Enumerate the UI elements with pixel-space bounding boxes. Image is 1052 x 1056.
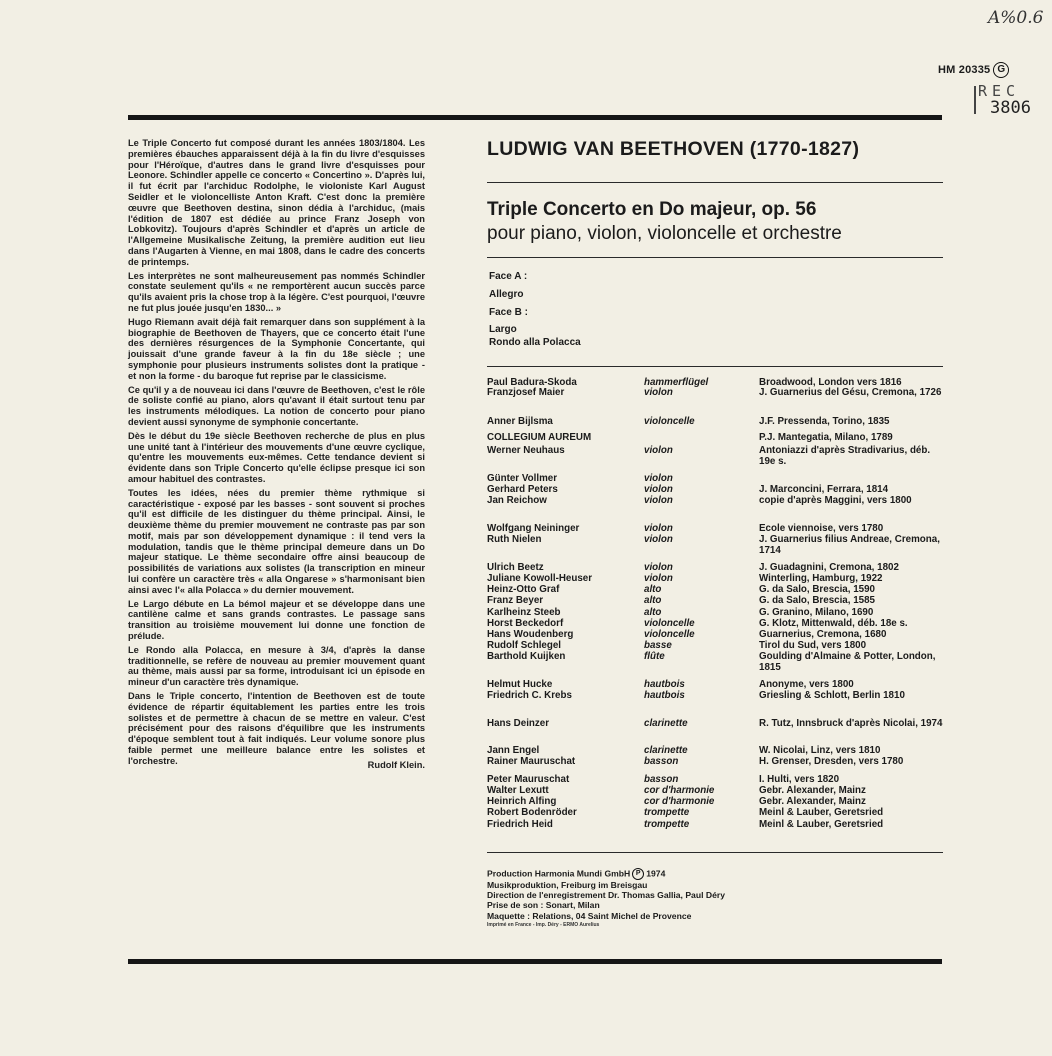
performer-name: Helmut Hucke <box>487 678 553 690</box>
performer-name: Jann Engel <box>487 745 540 757</box>
instrument-name: violon <box>644 445 673 457</box>
instrument-maker: Winterling, Hamburg, 1922 <box>759 572 883 584</box>
bottom-rule <box>128 959 942 964</box>
performer-name: Peter Mauruschat <box>487 773 570 785</box>
performer-name: Robert Bodenröder <box>487 807 577 819</box>
performer-name: Juliane Kowoll-Heuser <box>487 572 593 584</box>
instrument-maker: Ecole viennoise, vers 1780 <box>759 522 884 534</box>
instrument-maker: G. Klotz, Mittenwald, déb. 18e s. <box>759 617 908 629</box>
stamp-letters: REC <box>978 82 1021 100</box>
instrument-name: violoncelle <box>644 415 695 427</box>
instrument-maker: Goulding d'Almaine & Potter, London, 1815 <box>759 651 936 673</box>
instrument-maker: Griesling & Schlott, Berlin 1810 <box>759 690 905 702</box>
instrument-name: violon <box>644 534 673 546</box>
essay-paragraph: Le Triple Concerto fut composé durant les années 1803/1804. Les premières ébauches apparaissent déjà à la fin du livre d'esquisses pour l'Héroïque, d'autres dans le grand livre d'esquisses pour Leonore. Schindler appelle ce concerto « Concertino ». D'après lui, il fut écrit par l'archiduc Rodolphe, le violoniste Karl August Seidler et le violoncelliste Anton Kraft. C'est donc la première œuvre que Beethoven destina, sinon dédia à l'archiduc, (mais l'édition de 1807 est dédiée au prince Franz Joseph von Lobkovitz). Toujours d'après Schindler et d'après un article de l'Allgemeine Musikalische Zeitung, la première audition eut lieu dans l'Augarten à Vienne, en mai 1808, dans le cadre des concerts de printemps. <box>128 138 425 267</box>
production-company: Production Harmonia Mundi GmbH <box>487 868 631 879</box>
liner-notes-essay <box>128 138 425 773</box>
performer-name: Heinrich Alfing <box>487 796 557 808</box>
performer-name: COLLEGIUM AUREUM <box>487 432 592 444</box>
divider-composer <box>487 182 943 183</box>
divider-program <box>487 366 943 367</box>
essay-paragraph: Hugo Riemann avait déjà fait remarquer dans son supplément à la biographie de Beethoven de Thayers, que ce concerto était l'une des dernières résurgences de la Symphonie Concertante, qui jouissait d'une grande faveur à la fin du 18e siècle ; une symphonie pour plusieurs instruments solistes dont la pratique - et non la forme - du baroque fut reprise par le classicisme. <box>128 316 425 381</box>
instrument-maker: P.J. Mantegatia, Milano, 1789 <box>759 432 893 444</box>
instrument-name: violoncelle <box>644 617 695 629</box>
performer-name: Karlheinz Steeb <box>487 606 561 618</box>
instrument-name: hammerflügel <box>644 377 709 388</box>
performer-name: Rudolf Schlegel <box>487 640 562 652</box>
instrument-maker: Meinl & Lauber, Geretsried <box>759 818 884 830</box>
essay-paragraph: Dans le Triple concerto, l'intention de Beethoven est de toute évidence de répartir équitablement les parties entre les trois solistes et de permettre à chacun de se mettre en valeur. C'est précisément pour des raisons d'équilibre que les instruments d'époque semblent tout à fait indiqués. Leur volume sonore plus faible permet une meilleure balance entre les solistes et l'orchestre. <box>128 691 425 766</box>
instrument-name: clarinette <box>644 717 688 729</box>
face-b-movement: Rondo alla Polacca <box>489 337 581 348</box>
performer-name: Hans Woudenberg <box>487 628 574 640</box>
performer-name: Heinz-Otto Graf <box>487 584 560 596</box>
essay-paragraph: Ce qu'il y a de nouveau ici dans l'œuvre de Beethoven, c'est le rôle de soliste confié au piano, alors qu'avant il était surtout tenu par les instruments mélodiques. La notion de concerto pour piano devient aussi synonyme de symphonie concertante. <box>128 384 425 427</box>
credit-line: Maquette : Relations, 04 Saint Michel de Provence <box>487 910 692 921</box>
production-line <box>487 868 725 880</box>
catalog-number <box>938 62 1009 78</box>
performer-name: Friedrich Heid <box>487 818 553 830</box>
work-title: Triple Concerto en Do majeur, op. 56 <box>487 199 817 220</box>
instrument-maker: I. Hulti, vers 1820 <box>759 773 840 785</box>
performer-name: Horst Beckedorf <box>487 617 564 629</box>
credit-line: Musikproduktion, Freiburg im Breisgau <box>487 880 648 890</box>
instrument-name: flûte <box>644 651 665 663</box>
instrument-name: hautbois <box>644 690 685 702</box>
credit-line: Prise de son : Sonart, Milan <box>487 900 600 911</box>
performer-name: Walter Lexutt <box>487 785 549 796</box>
production-year: 1974 <box>646 868 666 879</box>
circle-g-icon: G <box>993 62 1009 78</box>
performer-name: Franz Beyer <box>487 595 544 607</box>
performer-name: Paul Badura-Skoda <box>487 377 577 388</box>
instrument-name: basson <box>644 756 679 768</box>
performer-name: Barthold Kuijken <box>487 651 566 663</box>
essay-paragraph: Les interprètes ne sont malheureusement pas nommés Schindler constate seulement qu'ils « ne remportèrent aucun succès parce qu'ils avaient pris la chose trop à la légère. C'est pourquoi, l'œuvre ne fut plus jouée jusqu'en 1830... » <box>128 270 425 313</box>
composer-heading: LUDWIG VAN BEETHOVEN (1770-1827) <box>487 138 860 160</box>
instrument-name: violon <box>644 472 673 484</box>
essay-paragraph: Le Rondo alla Polacca, en mesure à 3/4, d'après la danse traditionnelle, se refère de nouveau au premier mouvement quant au thème, mais aussi par sa forme, introduisant ici un épisode en mineur d'un caractère très dynamique. <box>128 644 425 688</box>
instrument-maker: copie d'après Maggini, vers 1800 <box>759 495 912 507</box>
performer-name: Ulrich Beetz <box>487 561 544 573</box>
instrument-name: cor d'harmonie <box>644 785 715 796</box>
performer-name: Wolfgang Neininger <box>487 522 580 534</box>
instrument-maker: Tirol du Sud, vers 1800 <box>759 640 867 652</box>
instrument-maker: G. da Salo, Brescia, 1585 <box>759 595 875 607</box>
instrument-name: alto <box>644 606 662 618</box>
instrument-name: clarinette <box>644 745 688 757</box>
phonogram-p-icon: P <box>632 868 644 880</box>
instrument-maker: J. Guarnerius del Gésu, Cremona, 1726 <box>759 387 942 399</box>
stamp-number: 3806 <box>990 98 1031 118</box>
instrument-name: violoncelle <box>644 628 695 640</box>
performer-name: Günter Vollmer <box>487 472 558 484</box>
performer-name: Franzjosef Maier <box>487 387 565 399</box>
instrument-maker: Meinl & Lauber, Geretsried <box>759 807 884 819</box>
production-credits <box>487 868 725 921</box>
work-subtitle: pour piano, violon, violoncelle et orchestre <box>487 223 842 244</box>
instrument-maker: Antoniazzi d'après Stradivarius, déb. 19e s. <box>759 445 931 467</box>
instrument-name: hautbois <box>644 678 685 690</box>
divider-roster <box>487 852 943 853</box>
instrument-maker: J.F. Pressenda, Torino, 1835 <box>759 415 890 427</box>
top-rule <box>128 115 942 120</box>
essay-signature: Rudolf Klein. <box>367 759 425 770</box>
performer-name: Anner Bijlsma <box>487 415 553 427</box>
catalog-number-text: HM 20335 <box>938 63 991 76</box>
credit-line: Direction de l'enregistrement Dr. Thomas Gallia, Paul Déry <box>487 890 725 901</box>
performer-name: Hans Deinzer <box>487 717 550 729</box>
instrument-name: violon <box>644 484 673 496</box>
instrument-maker: H. Grenser, Dresden, vers 1780 <box>759 756 904 768</box>
face-a-movement: Allegro <box>489 289 524 300</box>
instrument-name: violon <box>644 495 673 507</box>
performer-name: Rainer Mauruschat <box>487 756 576 768</box>
instrument-maker: G. da Salo, Brescia, 1590 <box>759 584 875 596</box>
instrument-maker: J. Guarnerius filius Andreae, Cremona, 1714 <box>759 534 940 556</box>
essay-paragraph: Dès le début du 19e siècle Beethoven recherche de plus en plus une unité tant à l'intérieur des mouvements d'une œuvre cyclique, qu'entre les mouvements eux-mêmes. Cette tendance devient si évidente dans son Triple Concerto qu'elle éclipse presque ici son amour habituel des contrastes. <box>128 430 425 484</box>
instrument-name: cor d'harmonie <box>644 796 715 808</box>
instrument-name: violon <box>644 387 673 399</box>
instrument-maker: Anonyme, vers 1800 <box>759 678 854 690</box>
instrument-maker: J. Guadagnini, Cremona, 1802 <box>759 561 899 573</box>
instrument-maker: Guarnerius, Cremona, 1680 <box>759 628 887 640</box>
instrument-name: violon <box>644 522 673 534</box>
instrument-name: trompette <box>644 807 690 819</box>
performer-name: Ruth Nielen <box>487 534 542 546</box>
instrument-maker: Broadwood, London vers 1816 <box>759 377 902 388</box>
instrument-name: basson <box>644 773 679 785</box>
essay-paragraph: Le Largo débute en La bémol majeur et se développe dans une cantilène calme et sans grands contrastes. Le passage sans transition au troisième mouvement lui donne une fonction de prélude. <box>128 598 425 642</box>
instrument-name: violon <box>644 572 673 584</box>
face-b-movement: Largo <box>489 324 517 335</box>
essay-paragraph: Toutes les idées, nées du premier thème rythmique si caractéristique - exposé par les basses - sont souvent si proches qu'il est difficile de les distinguer du thème principal. Ainsi, le deuxième thème du premier mouvement ne contraste pas par son motif, mais par son développement dynamique : il tend vers la modulation, tandis que le thème principal demeure dans un Do majeur statique. Le thème secondaire offre ainsi beaucoup de possibilités de variations aux solistes (la transcription en mineur lui confère un caractère très « alla Ongarese » s'harmonisant bien ainsi avec l'« alla Polacca » du dernier mouvement. <box>128 487 425 595</box>
instrument-name: violon <box>644 561 673 573</box>
divider-title <box>487 257 943 258</box>
handwritten-note: A%0.6 <box>988 8 1044 28</box>
face-a-label: Face A : <box>489 271 528 282</box>
performer-name: Jan Reichow <box>487 495 547 507</box>
instrument-name: alto <box>644 595 662 607</box>
instrument-name: trompette <box>644 818 690 830</box>
instrument-name: basse <box>644 640 672 652</box>
instrument-maker: Gebr. Alexander, Mainz <box>759 796 866 808</box>
face-b-label: Face B : <box>489 307 528 318</box>
printer-fine-print: Imprimé en France - Imp. Déry - ERMO Aurelius <box>487 922 600 928</box>
performer-name: Gerhard Peters <box>487 484 558 496</box>
instrument-maker: G. Granino, Milano, 1690 <box>759 606 874 618</box>
library-stamp <box>974 82 1044 118</box>
instrument-name: alto <box>644 584 662 596</box>
instrument-maker: R. Tutz, Innsbruck d'après Nicolai, 1974 <box>759 717 943 729</box>
performer-name: Friedrich C. Krebs <box>487 690 572 702</box>
instrument-maker: Gebr. Alexander, Mainz <box>759 785 866 796</box>
instrument-maker: J. Marconcini, Ferrara, 1814 <box>759 484 889 496</box>
instrument-maker: W. Nicolai, Linz, vers 1810 <box>759 745 881 757</box>
performer-name: Werner Neuhaus <box>487 445 565 457</box>
